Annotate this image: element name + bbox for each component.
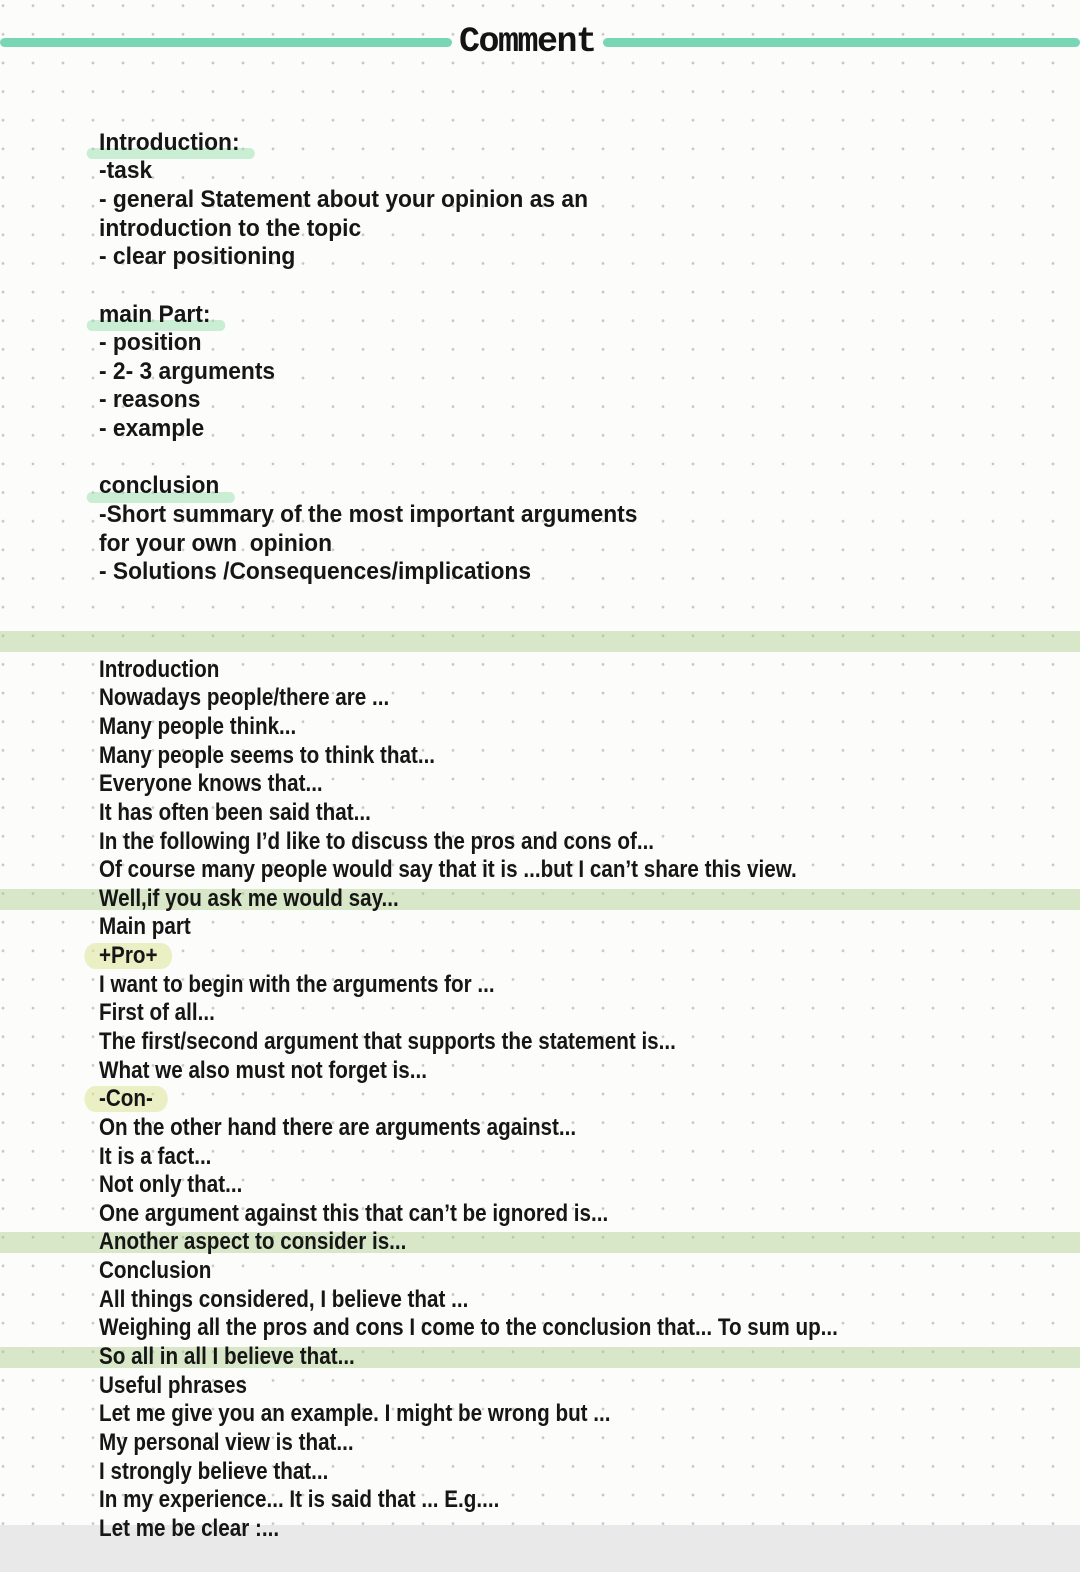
note-line-text: Introduction:: [99, 128, 240, 156]
note-line-text: First of all...: [99, 999, 216, 1027]
note-line-text: I strongly believe that...: [99, 1457, 329, 1485]
note-line-text: -task: [99, 157, 153, 185]
note-line-text: Main part: [99, 913, 192, 941]
note-line-text: All things considered, I believe that ...: [99, 1285, 469, 1313]
note-line-text: On the other hand there are arguments against...: [99, 1113, 577, 1141]
note-line-text: Everyone knows that...: [99, 770, 324, 798]
note-line-text: It is a fact...: [99, 1142, 212, 1170]
note-line-text: In my experience... It is said that ... E.g....: [99, 1486, 500, 1514]
note-line-text: - clear positioning: [99, 243, 296, 271]
note-line-text: -Con-: [99, 1085, 154, 1113]
note-line-text: Another aspect to consider is...: [99, 1228, 407, 1256]
note-line-text: The first/second argument that supports the statement is...: [99, 1027, 677, 1055]
title-rule-right: [603, 38, 1080, 47]
note-line-text: Many people seems to think that...: [99, 741, 436, 769]
note-line-text: Nowadays people/there are ...: [99, 684, 390, 712]
note-line-text: What we also must not forget is...: [99, 1056, 428, 1084]
note-line-text: Let me give you an example. I might be wrong but ...: [99, 1400, 611, 1428]
note-line-text: So all in all I believe that...: [99, 1343, 356, 1371]
note-line-text: - reasons: [99, 386, 201, 414]
note-line-text: -Short summary of the most important arguments: [99, 500, 638, 528]
note-line-text: My personal view is that...: [99, 1428, 354, 1456]
note-line-text: Let me be clear :...: [99, 1514, 280, 1542]
note-line-text: Useful phrases: [99, 1371, 248, 1399]
note-line: [46, 386, 1080, 443]
note-line-text: It has often been said that...: [99, 798, 372, 826]
note-line-text: for your own opinion: [99, 529, 333, 557]
note-line-text: Not only that...: [99, 1171, 243, 1199]
note-line: [46, 444, 1080, 500]
note-line-text: +Pro+: [99, 942, 158, 970]
note-line-text: Many people think...: [99, 712, 297, 740]
note-line-text: Of course many people would say that it is ...but I can’t share this view.: [99, 856, 798, 884]
note-line-text: Conclusion: [99, 1257, 212, 1285]
note-line-text: conclusion: [99, 472, 220, 500]
page-title: Comment: [459, 22, 596, 62]
note-line-text: I want to begin with the arguments for ...: [99, 970, 495, 998]
note-line-text: - Solutions /Consequences/implications: [99, 558, 532, 586]
note-line: [46, 272, 1080, 328]
note-line: [46, 627, 1080, 683]
note-line-text: - position: [99, 329, 202, 357]
note-line-text: - general Statement about your opinion as an: [99, 185, 589, 213]
note-line-text: introduction to the topic: [99, 214, 362, 242]
note-line-text: Introduction: [99, 655, 220, 683]
note-line-text: - 2- 3 arguments: [99, 357, 276, 385]
note-line-text: Well,if you ask me would say...: [99, 884, 400, 912]
note-line-text: One argument against this that can’t be ignored is...: [99, 1199, 609, 1227]
note-line-text: Weighing all the pros and cons I come to the conclusion that... To sum up...: [99, 1314, 839, 1342]
note-line: [46, 913, 1080, 970]
note-line: [46, 942, 1080, 998]
note-line: [46, 1085, 1080, 1141]
note-line: [46, 157, 1080, 213]
note-line-text: main Part:: [99, 300, 211, 328]
phrases-section: [46, 627, 1080, 1542]
note-line-text: - example: [99, 415, 205, 443]
title-rule-left: [0, 38, 452, 47]
note-line: [46, 100, 1080, 156]
outline-section: [46, 100, 1080, 586]
note-line-text: In the following I’d like to discuss the pros and cons of...: [99, 827, 655, 855]
title-row: [0, 20, 1080, 64]
